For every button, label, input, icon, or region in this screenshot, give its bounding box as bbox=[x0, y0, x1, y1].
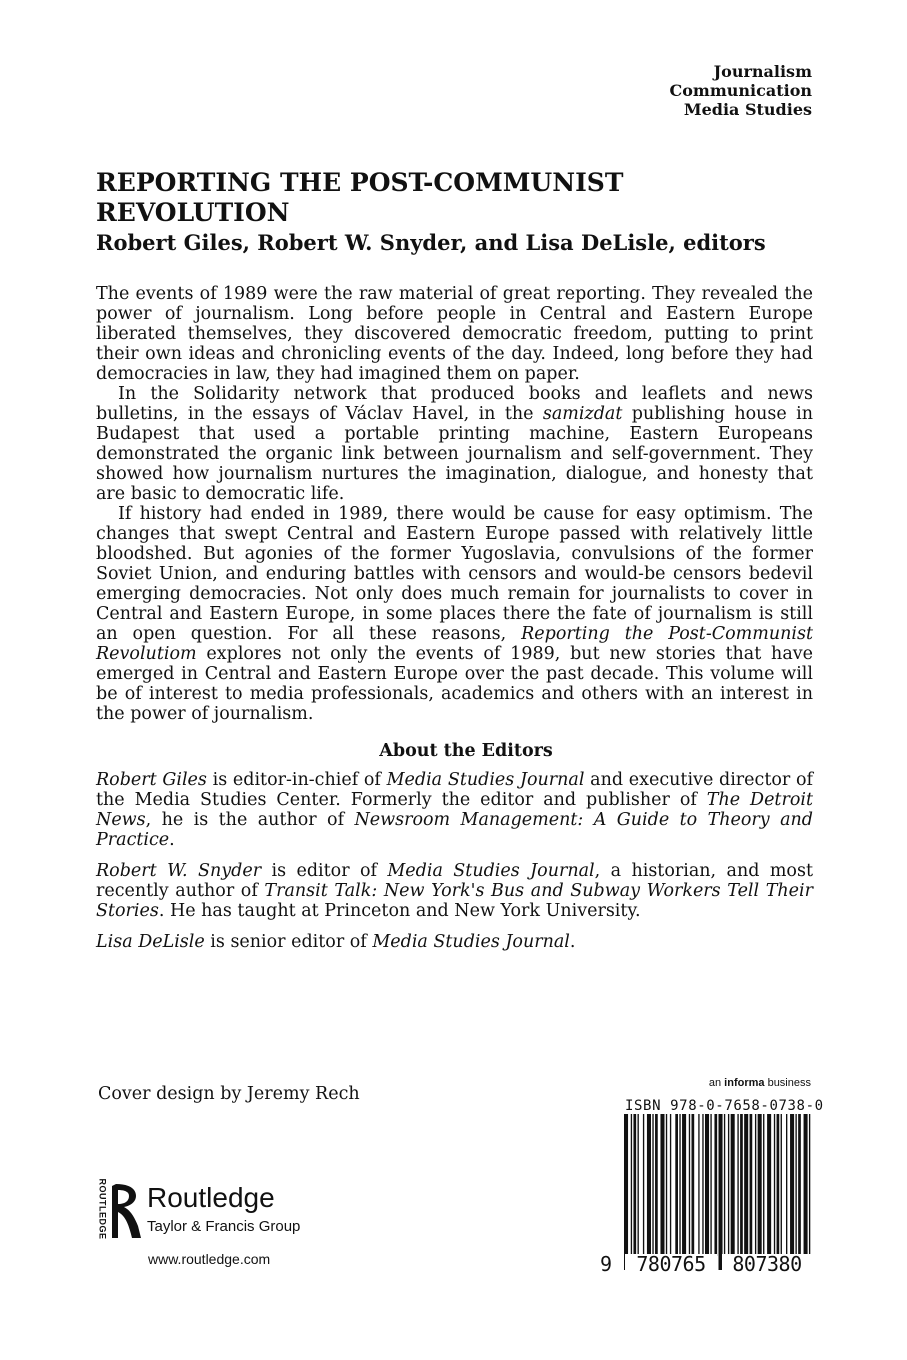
editor-bios bbox=[96, 770, 813, 963]
barcode-bar bbox=[758, 1114, 762, 1256]
routledge-r-icon bbox=[110, 1182, 142, 1240]
barcode-bar bbox=[724, 1114, 725, 1256]
barcode-bar bbox=[755, 1114, 756, 1256]
barcode-bar bbox=[731, 1114, 735, 1256]
barcode-bar bbox=[692, 1114, 695, 1256]
book-title: REPORTING THE POST-COMMUNIST REVOLUTION bbox=[96, 168, 624, 227]
subject-communication: Communication bbox=[669, 81, 812, 100]
barcode-left-digits: 780765 bbox=[625, 1254, 717, 1274]
cover-design-credit: Cover design by Jeremy Rech bbox=[98, 1084, 360, 1104]
barcode-bar bbox=[702, 1114, 703, 1256]
informa-business-tag: an informa business bbox=[708, 1077, 811, 1089]
barcode-lead-digit: 9 bbox=[600, 1252, 613, 1276]
barcode-bar bbox=[631, 1114, 632, 1256]
barcode-bar bbox=[737, 1114, 738, 1256]
barcode-bar bbox=[798, 1114, 801, 1256]
barcode-bar bbox=[728, 1114, 729, 1256]
subject-categories bbox=[670, 62, 813, 119]
barcode-bar bbox=[781, 1114, 782, 1256]
barcode-bar bbox=[655, 1114, 658, 1256]
barcode-bar bbox=[670, 1114, 671, 1256]
barcode-bar bbox=[682, 1114, 686, 1256]
barcode-bar bbox=[652, 1114, 653, 1256]
logo-spine: ROUTLEDGE bbox=[97, 1178, 108, 1240]
publisher-website[interactable]: www.routledge.com bbox=[148, 1251, 271, 1267]
bio-giles: Robert Giles is editor-in-chief of Media Studies Journal and executive director of the Media Studies Center. Formerly the editor and publisher of The Detroit News, he is the author of Newsroom Management: A Guide to Theory and Practice. bbox=[96, 770, 813, 850]
barcode-bar bbox=[763, 1114, 764, 1256]
barcode-bar bbox=[740, 1114, 743, 1256]
bio-delisle: Lisa DeLisle is senior editor of Media Studies Journal. bbox=[96, 932, 576, 952]
barcode-bar bbox=[705, 1114, 709, 1256]
barcode-bar bbox=[689, 1114, 690, 1256]
barcode-bar bbox=[786, 1114, 787, 1256]
barcode-bar bbox=[795, 1114, 796, 1256]
barcode-bar bbox=[804, 1114, 808, 1256]
barcode-bar bbox=[679, 1114, 680, 1256]
barcode-bar bbox=[675, 1114, 678, 1256]
subject-media-studies: Media Studies bbox=[683, 100, 812, 119]
description-paragraph-1: The events of 1989 were the raw material of great reporting. They revealed the power of journalism. Long before people in Central and Eastern Europe liberated themselves, they discovered democratic freedom, putting to print their own ideas and chronicling events of the day. Indeed, long before they had democracies in law, they had imagined them on paper. bbox=[96, 284, 813, 384]
barcode-bar bbox=[719, 1114, 723, 1270]
barcode-bar bbox=[638, 1114, 639, 1256]
book-description bbox=[96, 284, 813, 724]
barcode-bars bbox=[598, 1114, 818, 1274]
description-paragraph-3: If history had ended in 1989, there would be cause for easy optimism. The changes that swept Central and Eastern Europe passed with relatively little bloodshed. But agonies of the former Yugoslavia, convulsions of the former Soviet Union, and enduring battles with censors and would-be censors bedevil emerging democracies. Not only does much remain for journalists to cover in Central and Eastern Europe, in some places there the fate of journalism is still an open question. For all these reasons, Reporting the Post-Communist Revolutiom explores not only the events of 1989, but new stories that have emerged in Central and Eastern Europe over the past decade. This volume will be of interest to media professionals, academics and others with an interest in the power of journalism. bbox=[96, 504, 814, 724]
barcode-bar bbox=[774, 1114, 775, 1256]
description-paragraph-2: In the Solidarity network that produced books and leaflets and news bulletins, in the essays of Václav Havel, in the samizdat publishing house in Budapest that used a portable printing machine, Eastern Europeans demonstrated the organic link between journalism and self-government. They showed how journalism nurtures the imagination, dialogue, and honesty that are basic to democratic life. bbox=[96, 384, 813, 504]
editors-line: Robert Giles, Robert W. Snyder, and Lisa DeLisle, editors bbox=[96, 230, 766, 255]
barcode-bar bbox=[809, 1114, 810, 1270]
publisher-group: Taylor & Francis Group bbox=[147, 1218, 301, 1235]
barcode-bar bbox=[767, 1114, 771, 1256]
barcode-bar bbox=[660, 1114, 664, 1256]
about-editors-heading: About the Editors bbox=[379, 741, 553, 761]
publisher-name: Routledge bbox=[147, 1182, 275, 1213]
isbn-barcode bbox=[598, 1114, 818, 1274]
barcode-bar bbox=[624, 1114, 628, 1270]
barcode-bar bbox=[633, 1114, 636, 1256]
barcode-bar bbox=[710, 1114, 711, 1256]
bio-snyder: Robert W. Snyder is editor of Media Studies Journal, a historian, and most recently author of Transit Talk: New York's Bus and Subway Workers Tell Their Stories. He has taught at Princeton and New York University. bbox=[96, 861, 813, 921]
barcode-right-digits: 807380 bbox=[722, 1254, 812, 1274]
barcode-bar bbox=[744, 1114, 748, 1256]
barcode-bar bbox=[714, 1114, 717, 1256]
routledge-logo bbox=[92, 1180, 322, 1240]
barcode-bar bbox=[643, 1114, 644, 1256]
barcode-bar bbox=[750, 1114, 753, 1256]
barcode-bar bbox=[698, 1114, 699, 1256]
subject-journalism: Journalism bbox=[713, 62, 812, 81]
barcode-bar bbox=[790, 1114, 794, 1256]
isbn-number: ISBN 978-0-7658-0738-0 bbox=[625, 1098, 824, 1114]
barcode-bar bbox=[647, 1114, 651, 1256]
barcode-bar bbox=[777, 1114, 780, 1256]
barcode-bar bbox=[666, 1114, 667, 1256]
